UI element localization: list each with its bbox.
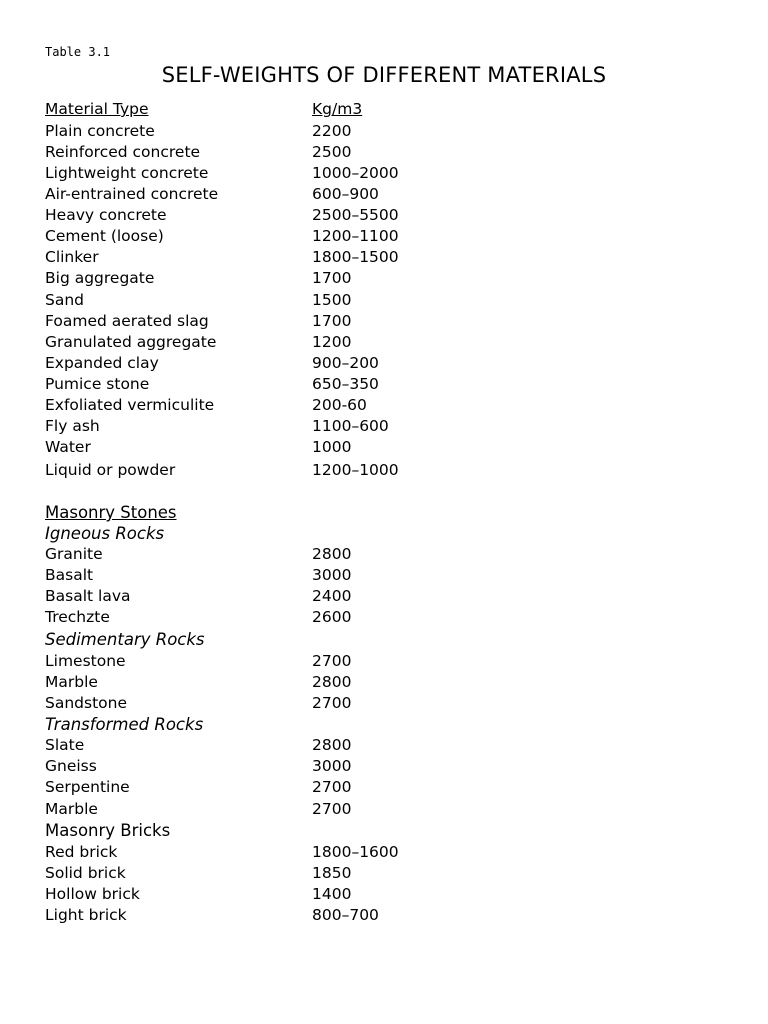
material-name: Serpentine (45, 778, 130, 796)
material-name: Limestone (45, 652, 126, 670)
material-weight: 2700 (312, 652, 352, 670)
material-weight: 2600 (312, 608, 352, 626)
table-row (45, 905, 605, 926)
subsection-heading-transformed (45, 714, 605, 735)
material-weight: 1500 (312, 291, 352, 309)
material-weight: 1200–1100 (312, 227, 399, 245)
material-weight: 3000 (312, 566, 352, 584)
material-weight: 2800 (312, 736, 352, 754)
material-weight: 2200 (312, 122, 352, 140)
material-weight: 1000 (312, 438, 352, 456)
material-name: Granulated aggregate (45, 333, 217, 351)
table-row (45, 416, 605, 437)
table-row (45, 142, 605, 163)
material-weight: 1800–1500 (312, 248, 399, 266)
material-name: Reinforced concrete (45, 143, 201, 161)
table-label: Table 3.1 (45, 45, 111, 59)
masonry-stones-heading: Masonry Stones (45, 503, 177, 522)
table-row (45, 586, 605, 607)
material-weight: 650–350 (312, 375, 379, 393)
material-name: Clinker (45, 248, 99, 266)
table-row (45, 163, 605, 184)
unit-header: Kg/m3 (312, 100, 363, 118)
table-row (45, 756, 605, 777)
table-row (45, 693, 605, 714)
table-row (45, 311, 605, 332)
table-row (45, 268, 605, 289)
masonry-bricks-heading: Masonry Bricks (45, 821, 171, 840)
table-row (45, 437, 605, 458)
material-name: Air-entrained concrete (45, 185, 219, 203)
material-name: Trechzte (45, 608, 110, 626)
material-name: Marble (45, 800, 98, 818)
material-weight: 1200–1000 (312, 461, 399, 479)
subsection-heading-igneous (45, 523, 605, 544)
material-weight: 2700 (312, 778, 352, 796)
material-weight: 1100–600 (312, 417, 389, 435)
table-row (45, 842, 605, 863)
table-row (45, 226, 605, 247)
subsection-heading-sedimentary (45, 629, 605, 650)
material-weight: 1200 (312, 333, 352, 351)
material-weight: 2700 (312, 694, 352, 712)
table-row (45, 544, 605, 565)
table-row (45, 735, 605, 756)
table-row (45, 777, 605, 798)
material-weight: 2500 (312, 143, 352, 161)
material-weight: 3000 (312, 757, 352, 775)
material-weight: 900–200 (312, 354, 379, 372)
table-row (45, 565, 605, 586)
material-weight: 600–900 (312, 185, 379, 203)
material-weight: 1700 (312, 312, 352, 330)
table-row (45, 672, 605, 693)
material-weight: 2800 (312, 673, 352, 691)
page-title: SELF-WEIGHTS OF DIFFERENT MATERIALS (161, 63, 607, 87)
material-weight: 1400 (312, 885, 352, 903)
table-row (45, 290, 605, 311)
material-name: Slate (45, 736, 85, 754)
material-name: Hollow brick (45, 885, 140, 903)
material-weight: 800–700 (312, 906, 379, 924)
material-name: Granite (45, 545, 103, 563)
material-name: Exfoliated vermiculite (45, 396, 215, 414)
transformed-rocks-heading: Transformed Rocks (45, 715, 204, 734)
material-name: Fly ash (45, 417, 100, 435)
material-weight: 1000–2000 (312, 164, 399, 182)
material-weight: 200-60 (312, 396, 367, 414)
table-row (45, 651, 605, 672)
table-row (45, 247, 605, 268)
material-name: Basalt lava (45, 587, 131, 605)
table-row (45, 460, 605, 481)
material-weight: 2700 (312, 800, 352, 818)
sedimentary-rocks-heading: Sedimentary Rocks (45, 630, 205, 649)
material-weight: 2500–5500 (312, 206, 399, 224)
material-name: Marble (45, 673, 98, 691)
table-row (45, 884, 605, 905)
table-row (45, 395, 605, 416)
material-name: Plain concrete (45, 122, 155, 140)
table-row (45, 353, 605, 374)
material-name: Foamed aerated slag (45, 312, 209, 330)
material-name: Heavy concrete (45, 206, 167, 224)
material-name: Pumice stone (45, 375, 150, 393)
table-row (45, 863, 605, 884)
material-name: Liquid or powder (45, 461, 176, 479)
material-type-header: Material Type (45, 100, 149, 118)
material-name: Light brick (45, 906, 127, 924)
table-row (45, 374, 605, 395)
material-name: Lightweight concrete (45, 164, 209, 182)
section-heading-masonry-stones (45, 502, 605, 523)
material-name: Gneiss (45, 757, 97, 775)
material-weight: 1850 (312, 864, 352, 882)
material-name: Basalt (45, 566, 94, 584)
material-name: Red brick (45, 843, 118, 861)
material-name: Solid brick (45, 864, 126, 882)
material-name: Water (45, 438, 91, 456)
table-row (45, 799, 605, 820)
table-row (45, 121, 605, 142)
material-weight: 1800–1600 (312, 843, 399, 861)
material-name: Expanded clay (45, 354, 159, 372)
table-row (45, 184, 605, 205)
table-row (45, 607, 605, 628)
section-heading-masonry-bricks (45, 820, 605, 841)
table-row (45, 205, 605, 226)
igneous-rocks-heading: Igneous Rocks (45, 524, 165, 543)
table-row (45, 332, 605, 353)
material-name: Cement (loose) (45, 227, 164, 245)
material-name: Sand (45, 291, 84, 309)
column-header-row (45, 99, 605, 120)
material-weight: 1700 (312, 269, 352, 287)
material-name: Big aggregate (45, 269, 155, 287)
material-name: Sandstone (45, 694, 127, 712)
material-weight: 2400 (312, 587, 352, 605)
material-weight: 2800 (312, 545, 352, 563)
